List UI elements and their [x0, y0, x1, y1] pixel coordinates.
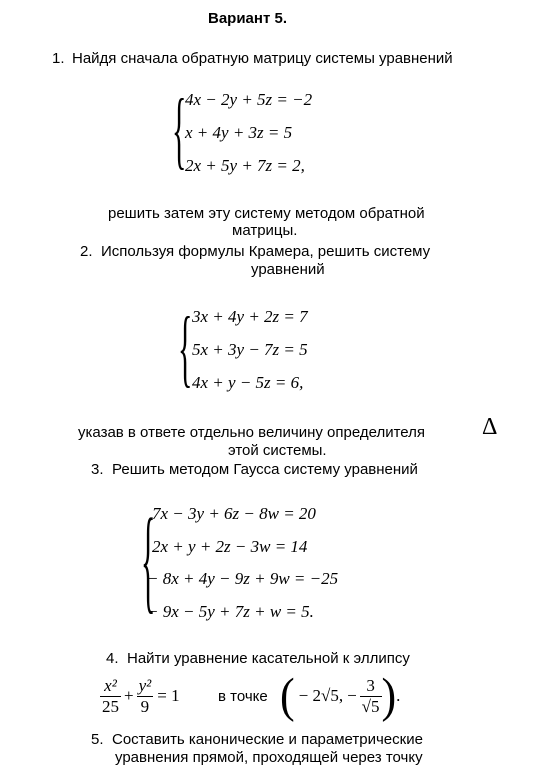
problem-1-after-line-2: матрицы.	[232, 222, 298, 239]
point-y-sign: −	[347, 686, 357, 705]
system-3-brace: {	[141, 497, 156, 626]
system-3-eq-3: − 8x + 4y − 9z + 9w = −25	[147, 569, 339, 588]
point-y-denominator: √5	[361, 696, 380, 716]
tangent-point	[280, 670, 400, 722]
at-point-label: в точке	[218, 688, 268, 705]
problem-2-text-line-1: Используя формулы Крамера, решить систему	[101, 243, 431, 260]
system-3-eq-4: − 9x − 5y + 7z + w = 5.	[147, 602, 314, 621]
delta-symbol: Δ	[482, 414, 498, 440]
point-y-fraction	[360, 676, 382, 717]
problem-1-text: Найдя сначала обратную матрицу системы уравнений	[72, 50, 453, 67]
system-3-eq-2: 2x + y + 2z − 3w = 14	[152, 537, 308, 556]
right-paren: )	[381, 668, 397, 723]
problem-2-number: 2.	[80, 243, 93, 260]
problem-5-text-line-2: уравнения прямой, проходящей через точку	[115, 749, 423, 766]
problem-2-after-line-1: указав в ответе отдельно величину определителя	[78, 424, 426, 441]
fraction-1-denominator: 25	[102, 696, 119, 716]
point-y-numerator: 3	[360, 676, 382, 697]
system-1-eq-2: x + 4y + 3z = 5	[185, 123, 293, 142]
system-1-eq-1: 4x − 2y + 5z = −2	[185, 90, 313, 109]
system-1-brace: {	[172, 83, 187, 179]
system-1-eq-3: 2x + 5y + 7z = 2,	[185, 156, 305, 175]
problem-1-after-line-1: решить затем эту систему методом обратной	[108, 205, 425, 222]
fraction-2-numerator: y²	[138, 675, 152, 695]
problem-3-text: Решить методом Гаусса систему уравнений	[112, 461, 418, 478]
fraction-x2-over-25	[100, 676, 121, 717]
equals-one: = 1	[157, 686, 180, 705]
point-x: − 2√5,	[298, 686, 344, 705]
fraction-y2-over-9	[137, 676, 154, 717]
problem-2-after-line-2: этой системы.	[228, 442, 327, 459]
problem-5-text-line-1: Составить канонические и параметрические	[112, 731, 423, 748]
plus-sign: +	[124, 686, 134, 705]
left-paren: (	[280, 668, 295, 723]
system-3-eq-1: 7x − 3y + 6z − 8w = 20	[152, 504, 316, 523]
system-2-eq-2: 5x + 3y − 7z = 5	[192, 340, 308, 359]
variant-title: Вариант 5.	[208, 10, 287, 27]
problem-3-number: 3.	[91, 461, 104, 478]
problem-1-number: 1.	[52, 50, 65, 67]
problem-2-text-line-2: уравнений	[251, 261, 325, 278]
system-2-eq-3: 4x + y − 5z = 6,	[192, 373, 304, 392]
ellipse-equation	[100, 671, 180, 721]
problem-5-number: 5.	[91, 731, 104, 748]
system-2-brace: {	[178, 301, 193, 397]
system-2-eq-1: 3x + 4y + 2z = 7	[192, 307, 308, 326]
point-end-period: .	[396, 686, 401, 705]
fraction-1-numerator: x²	[100, 676, 121, 697]
problem-4-number: 4.	[106, 650, 119, 667]
problem-4-text: Найти уравнение касательной к эллипсу	[127, 650, 410, 667]
fraction-2-denominator: 9	[140, 696, 150, 716]
